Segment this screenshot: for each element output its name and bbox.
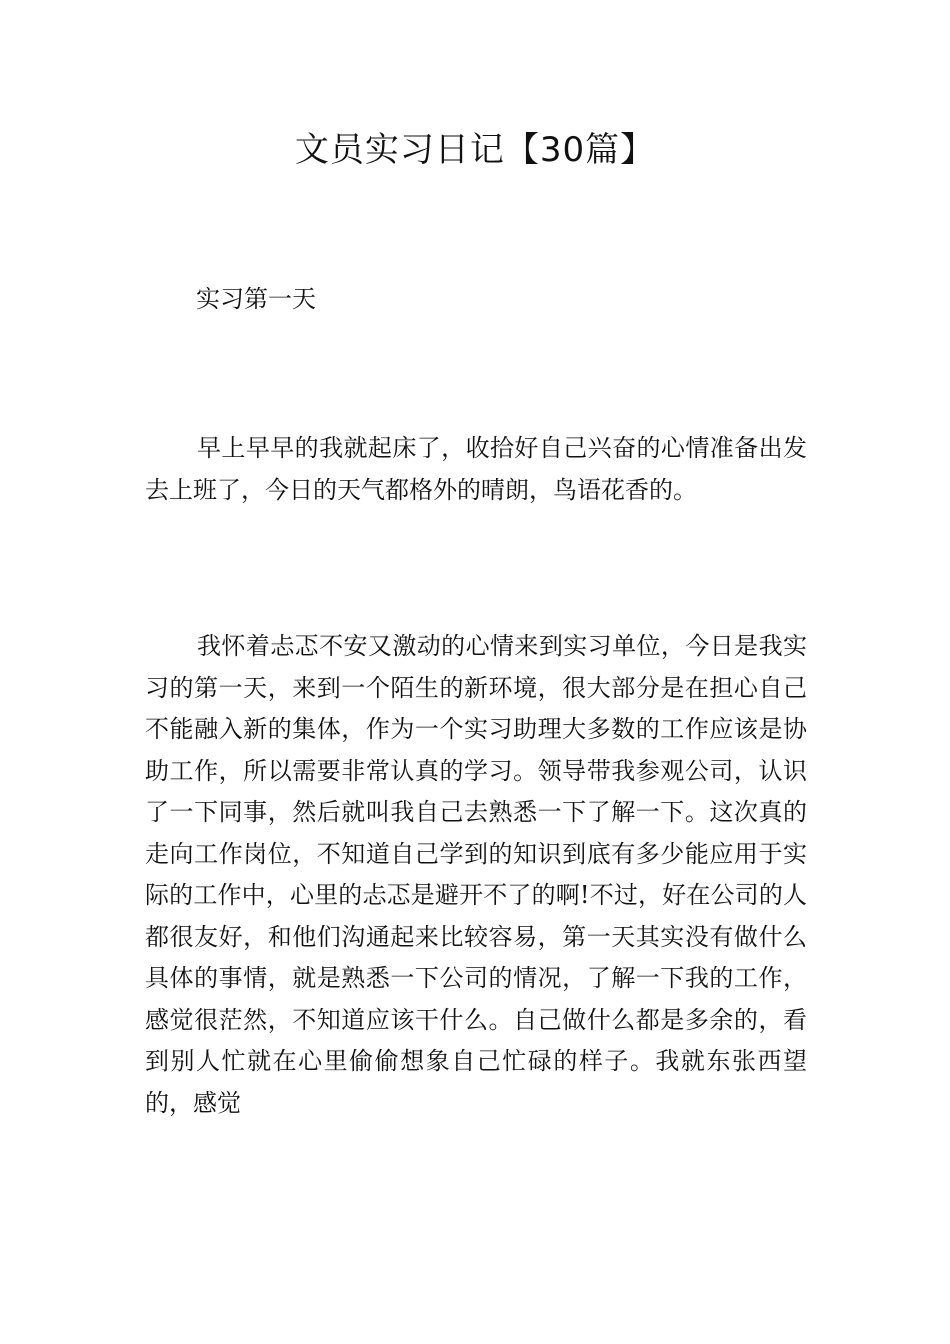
section-heading: 实习第一天 xyxy=(196,285,316,313)
paragraph-2: 我怀着忐忑不安又激动的心情来到实习单位，今日是我实习的第一天，来到一个陌生的新环境，很大部分是在担心自己不能融入新的集体，作为一个实习助理大多数的工作应该是协助工作，所以需要非常认真的学习。领导带我参观公司，认识了一下同事，然后就叫我自己去熟悉一下了解一下。这次真的走向工作岗位，不知道自己学到的知识到底有多少能应用于实际的工作中，心里的忐忑是避开不了的啊!不过，好在公司的人都很友好，和他们沟通起来比较容易，第一天其实没有做什么具体的事情，就是熟悉一下公司的情况，了解一下我的工作，感觉很茫然，不知道应该干什么。自己做什么都是多余的，看到别人忙就在心里偷偷想象自己忙碌的样子。我就东张西望的，感觉 xyxy=(145,632,807,1117)
paragraph-1: 早上早早的我就起床了，收拾好自己兴奋的心情准备出发去上班了，今日的天气都格外的晴朗，鸟语花香的。 xyxy=(145,434,807,504)
document-title: 文员实习日记【30篇】 xyxy=(294,130,656,170)
